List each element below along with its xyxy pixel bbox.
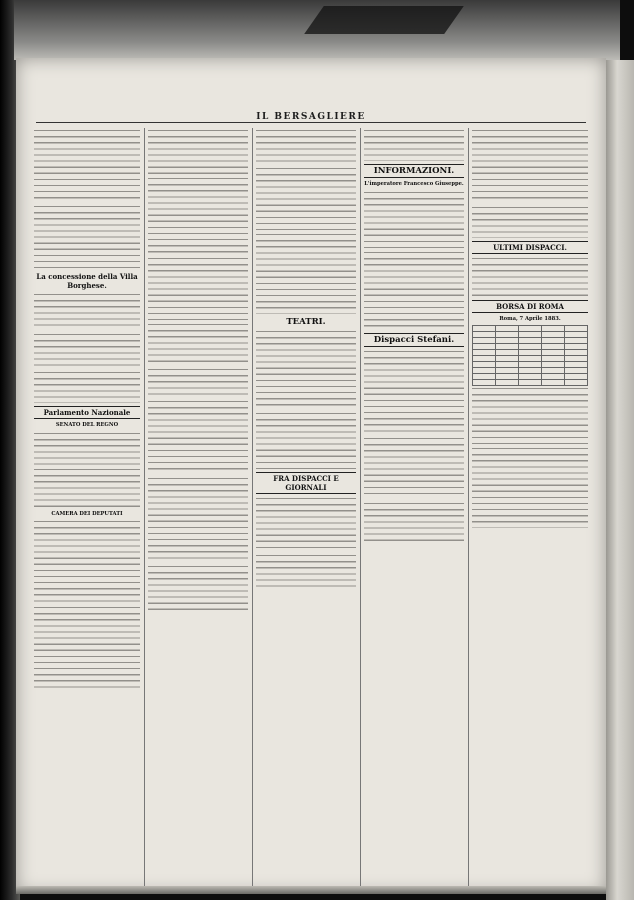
headline-senato: SENATO DEL REGNO [55, 422, 119, 428]
body-text-block [472, 446, 588, 528]
body-text-block [364, 349, 464, 434]
headline-camera: CAMERA DEI DEPUTATI [51, 510, 123, 517]
body-text-block [256, 553, 356, 587]
borsa-table [472, 325, 588, 386]
body-text-block [148, 399, 248, 474]
headline-teatri: TEATRI. [286, 317, 326, 327]
headline-borsa: BORSA DI ROMA [472, 300, 588, 313]
headline-fra-dispacci: FRA DISPACCI E GIORNALI [256, 472, 356, 494]
body-text-block [364, 436, 464, 499]
body-text-block [256, 411, 356, 469]
body-text-block [34, 204, 140, 269]
headline-ultimi-dispacci: ULTIMI DISPACCI. [472, 241, 588, 254]
borsa-date: Roma, 7 Aprile 1883. [499, 316, 561, 322]
body-text-block [34, 431, 140, 465]
headline-villa-borghese: La concessione della Villa Borghese. [36, 272, 138, 290]
headline-informazioni: INFORMAZIONI. [364, 164, 464, 178]
body-text-block [148, 476, 248, 562]
body-text-block [472, 128, 588, 203]
body-text-block [148, 128, 248, 174]
body-text-block [256, 128, 356, 164]
body-text-block [364, 501, 464, 542]
newspaper-page [16, 58, 606, 894]
body-text-block [148, 322, 248, 365]
body-text-block [256, 232, 356, 314]
headline-imperatore: L'imperatore Francesco Giuseppe. [364, 181, 464, 187]
right-page-edge [606, 60, 634, 900]
top-torn-edge [14, 0, 620, 60]
body-text-block [148, 564, 248, 615]
column-1 [34, 128, 140, 888]
body-text-block [472, 256, 588, 297]
body-text-block [256, 496, 356, 551]
body-text-block [364, 190, 464, 248]
body-text-block [34, 605, 140, 689]
body-text-block [34, 467, 140, 508]
masthead: IL BERSAGLIERE [256, 112, 366, 122]
body-text-block [148, 256, 248, 320]
body-text-block [472, 386, 588, 444]
body-text-block [256, 329, 356, 409]
body-text-block [34, 519, 140, 603]
body-text-block [364, 128, 464, 161]
body-text-block [148, 176, 248, 254]
column-3 [256, 128, 356, 888]
masthead-rule [36, 122, 586, 123]
headline-dispacci-stefani: Dispacci Stefani. [364, 333, 464, 347]
body-text-block [256, 166, 356, 230]
body-text-block [34, 370, 140, 403]
headline-parlamento: Parlamento Nazionale [34, 406, 140, 419]
body-text-block [34, 128, 140, 202]
body-text-block [364, 250, 464, 330]
column-5 [472, 128, 588, 888]
body-text-block [34, 292, 140, 330]
column-2 [148, 128, 248, 888]
column-4 [364, 128, 464, 888]
body-text-block [34, 332, 140, 368]
body-text-block [148, 367, 248, 397]
body-text-block [472, 205, 588, 238]
